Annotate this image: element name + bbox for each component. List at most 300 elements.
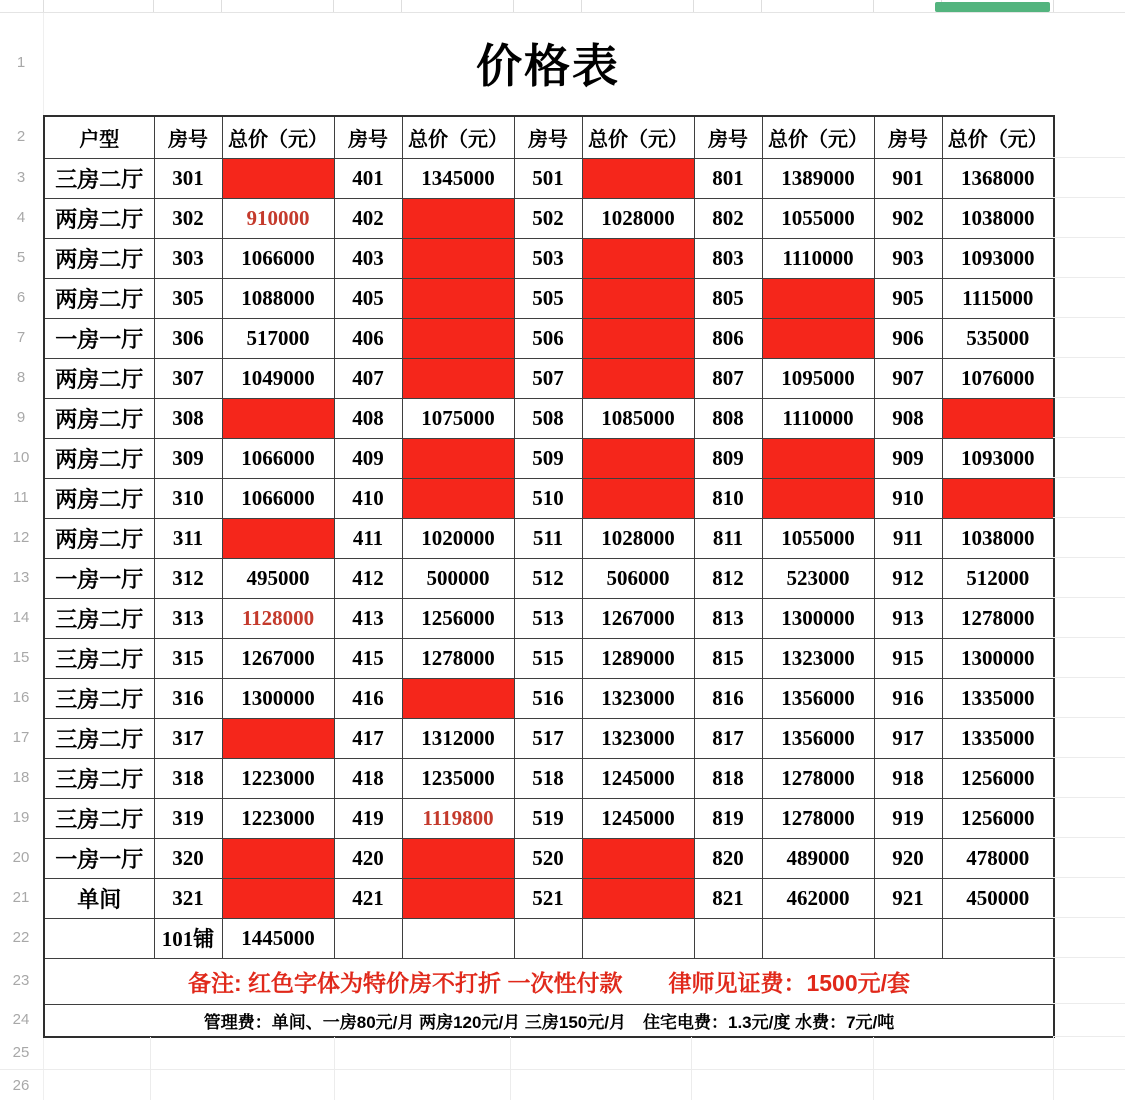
room-number-cell[interactable]: 405 [334,278,402,318]
row-number[interactable]: 8 [16,368,26,386]
room-number-cell[interactable]: 410 [334,478,402,518]
sold-out-cell[interactable] [402,278,514,318]
room-number-cell[interactable]: 402 [334,198,402,238]
room-number-cell[interactable]: 411 [334,518,402,558]
price-cell[interactable]: 1278000 [942,598,1054,638]
unit-type-cell[interactable]: 两房二厅 [44,238,154,278]
price-cell[interactable]: 1267000 [222,638,334,678]
room-number-cell[interactable]: 920 [874,838,942,878]
room-number-cell[interactable]: 819 [694,798,762,838]
row-number[interactable]: 17 [12,728,30,746]
table-row [44,318,1054,358]
row-number[interactable]: 2 [16,127,26,145]
room-number-cell[interactable]: 315 [154,638,222,678]
unit-type-cell[interactable]: 两房二厅 [44,478,154,518]
sold-out-cell[interactable] [222,718,334,758]
sold-out-cell[interactable] [402,478,514,518]
room-number-cell[interactable]: 805 [694,278,762,318]
sold-out-cell[interactable] [222,518,334,558]
room-number-cell[interactable]: 902 [874,198,942,238]
room-number-cell[interactable]: 305 [154,278,222,318]
sold-out-cell[interactable] [222,398,334,438]
room-number-cell[interactable]: 412 [334,558,402,598]
price-cell[interactable]: 1256000 [942,798,1054,838]
special-price-cell[interactable]: 910000 [222,198,334,238]
room-number-cell[interactable]: 503 [514,238,582,278]
price-cell[interactable]: 1055000 [762,518,874,558]
table-row [44,438,1054,478]
room-number-cell[interactable]: 512 [514,558,582,598]
faint-gridline [1053,237,1125,238]
price-cell[interactable]: 1093000 [942,438,1054,478]
faint-gridline [1053,877,1125,878]
price-cell[interactable]: 506000 [582,558,694,598]
table-row [44,718,1054,758]
faint-gridline [1053,397,1125,398]
table-row [44,598,1054,638]
table-row [44,158,1054,198]
unit-type-cell[interactable]: 三房二厅 [44,718,154,758]
price-cell[interactable]: 1038000 [942,518,1054,558]
row-number[interactable]: 9 [16,408,26,426]
empty-cell[interactable] [582,918,694,958]
row-number[interactable]: 10 [12,448,30,466]
room-number-cell[interactable]: 303 [154,238,222,278]
sold-out-cell[interactable] [762,318,874,358]
row-number[interactable]: 25 [12,1044,30,1061]
table-row [44,838,1054,878]
room-number-cell[interactable]: 101铺 [154,918,222,958]
price-cell[interactable]: 1055000 [762,198,874,238]
price-cell[interactable]: 478000 [942,838,1054,878]
unit-type-cell[interactable]: 两房二厅 [44,358,154,398]
room-number-cell[interactable]: 905 [874,278,942,318]
room-number-cell[interactable]: 413 [334,598,402,638]
room-number-cell[interactable]: 817 [694,718,762,758]
room-number-cell[interactable]: 318 [154,758,222,798]
price-cell[interactable]: 1356000 [762,718,874,758]
unit-type-cell[interactable]: 三房二厅 [44,638,154,678]
faint-gridline [1053,797,1125,798]
sold-out-cell[interactable] [222,878,334,918]
faint-gridline [0,1069,1125,1070]
room-number-cell[interactable]: 820 [694,838,762,878]
price-cell[interactable]: 1075000 [402,398,514,438]
special-price-cell[interactable]: 1119800 [402,798,514,838]
empty-cell[interactable] [874,918,942,958]
header-total-price[interactable]: 总价（元） [222,116,334,158]
faint-gridline [334,1037,335,1100]
price-cell[interactable]: 1289000 [582,638,694,678]
special-price-cell[interactable]: 1128000 [222,598,334,638]
top-gridline-tick [1053,0,1054,12]
table-row [44,918,1054,958]
sold-out-cell[interactable] [582,158,694,198]
price-cell[interactable]: 1020000 [402,518,514,558]
unit-type-cell[interactable]: 三房二厅 [44,798,154,838]
row-number[interactable]: 26 [12,1077,30,1094]
sold-out-cell[interactable] [582,438,694,478]
row-number[interactable]: 15 [12,648,30,666]
room-number-cell[interactable]: 509 [514,438,582,478]
sold-out-cell[interactable] [222,838,334,878]
room-number-cell[interactable]: 812 [694,558,762,598]
room-number-cell[interactable]: 910 [874,478,942,518]
room-number-cell[interactable]: 801 [694,158,762,198]
price-cell[interactable]: 535000 [942,318,1054,358]
room-number-cell[interactable]: 821 [694,878,762,918]
price-cell[interactable]: 1323000 [762,638,874,678]
sold-out-cell[interactable] [402,678,514,718]
sold-out-cell[interactable] [402,838,514,878]
room-number-cell[interactable]: 415 [334,638,402,678]
room-number-cell[interactable]: 301 [154,158,222,198]
price-cell[interactable]: 1115000 [942,278,1054,318]
sold-out-cell[interactable] [402,358,514,398]
room-number-cell[interactable]: 906 [874,318,942,358]
room-number-cell[interactable]: 918 [874,758,942,798]
row-number[interactable]: 1 [16,54,26,71]
faint-gridline [873,1037,874,1100]
unit-type-cell[interactable]: 一房一厅 [44,558,154,598]
empty-cell[interactable] [762,918,874,958]
room-number-cell[interactable]: 508 [514,398,582,438]
room-number-cell[interactable]: 501 [514,158,582,198]
faint-gridline [1053,277,1125,278]
price-cell[interactable]: 1095000 [762,358,874,398]
sold-out-cell[interactable] [582,358,694,398]
room-number-cell[interactable]: 320 [154,838,222,878]
sold-out-cell[interactable] [582,478,694,518]
sold-out-cell[interactable] [582,278,694,318]
price-cell[interactable]: 1356000 [762,678,874,718]
header-room-no[interactable]: 房号 [154,116,222,158]
remark-note-cell[interactable]: 备注: 红色字体为特价房不打折 一次性付款 律师见证费：1500元/套 [44,958,1054,1004]
room-number-cell[interactable]: 919 [874,798,942,838]
room-number-cell[interactable]: 911 [874,518,942,558]
price-cell[interactable]: 1267000 [582,598,694,638]
price-cell[interactable]: 517000 [222,318,334,358]
room-number-cell[interactable]: 306 [154,318,222,358]
row-number[interactable]: 12 [12,528,30,546]
price-cell[interactable]: 1389000 [762,158,874,198]
room-number-cell[interactable]: 519 [514,798,582,838]
room-number-cell[interactable]: 310 [154,478,222,518]
row-number[interactable]: 6 [16,288,26,306]
price-cell[interactable]: 512000 [942,558,1054,598]
faint-gridline [1053,917,1125,918]
room-number-cell[interactable]: 515 [514,638,582,678]
header-total-price[interactable]: 总价（元） [582,116,694,158]
room-number-cell[interactable]: 302 [154,198,222,238]
row-number[interactable]: 16 [12,688,30,706]
price-cell[interactable]: 1088000 [222,278,334,318]
room-number-cell[interactable]: 408 [334,398,402,438]
unit-type-cell[interactable]: 三房二厅 [44,678,154,718]
row-number[interactable]: 21 [12,888,30,906]
header-total-price[interactable]: 总价（元） [402,116,514,158]
faint-gridline [150,1037,151,1100]
price-cell[interactable]: 1028000 [582,518,694,558]
row-number[interactable]: 18 [12,768,30,786]
row-number[interactable]: 14 [12,608,30,626]
price-cell[interactable]: 1368000 [942,158,1054,198]
faint-gridline [1053,677,1125,678]
sold-out-cell[interactable] [582,878,694,918]
price-cell[interactable]: 1110000 [762,398,874,438]
unit-type-cell[interactable]: 三房二厅 [44,598,154,638]
price-table [43,115,1055,1038]
room-number-cell[interactable]: 807 [694,358,762,398]
room-number-cell[interactable]: 808 [694,398,762,438]
room-number-cell[interactable]: 908 [874,398,942,438]
room-number-cell[interactable]: 916 [874,678,942,718]
table-row [44,678,1054,718]
sold-out-cell[interactable] [582,838,694,878]
price-cell[interactable]: 1066000 [222,238,334,278]
price-cell[interactable]: 1323000 [582,718,694,758]
row-number[interactable]: 20 [12,848,30,866]
price-cell[interactable]: 1085000 [582,398,694,438]
sold-out-cell[interactable] [762,478,874,518]
row-number[interactable]: 4 [16,208,26,226]
table-row [44,798,1054,838]
sold-out-cell[interactable] [402,318,514,358]
room-number-cell[interactable]: 811 [694,518,762,558]
table-row [44,278,1054,318]
sold-out-cell[interactable] [942,478,1054,518]
header-room-no[interactable]: 房号 [694,116,762,158]
empty-cell[interactable] [402,918,514,958]
empty-cell[interactable] [694,918,762,958]
price-cell[interactable]: 1038000 [942,198,1054,238]
row-number[interactable]: 13 [12,568,30,586]
sold-out-cell[interactable] [582,318,694,358]
sold-out-cell[interactable] [582,238,694,278]
price-cell[interactable]: 1223000 [222,758,334,798]
price-cell[interactable]: 1028000 [582,198,694,238]
price-cell[interactable]: 495000 [222,558,334,598]
unit-type-cell[interactable]: 一房一厅 [44,838,154,878]
unit-type-cell[interactable]: 两房二厅 [44,438,154,478]
header-unit-type[interactable]: 户型 [44,116,154,158]
room-number-cell[interactable]: 516 [514,678,582,718]
sold-out-cell[interactable] [402,238,514,278]
price-cell[interactable]: 1066000 [222,478,334,518]
price-cell[interactable]: 1278000 [762,758,874,798]
header-total-price[interactable]: 总价（元） [762,116,874,158]
faint-gridline [1053,757,1125,758]
room-number-cell[interactable]: 317 [154,718,222,758]
fees-note-cell[interactable]: 管理费：单间、一房80元/月 两房120元/月 三房150元/月 住宅电费：1.3元/度 水费：7元/吨 [44,1004,1054,1037]
price-cell[interactable]: 1076000 [942,358,1054,398]
room-number-cell[interactable]: 311 [154,518,222,558]
room-number-cell[interactable]: 915 [874,638,942,678]
room-number-cell[interactable]: 813 [694,598,762,638]
room-number-cell[interactable]: 506 [514,318,582,358]
price-cell[interactable]: 1300000 [762,598,874,638]
row-number[interactable]: 3 [16,168,26,186]
room-number-cell[interactable]: 520 [514,838,582,878]
room-number-cell[interactable]: 502 [514,198,582,238]
faint-gridline [691,1037,692,1100]
price-cell[interactable]: 1049000 [222,358,334,398]
price-cell[interactable]: 1323000 [582,678,694,718]
price-cell[interactable]: 1235000 [402,758,514,798]
sold-out-cell[interactable] [222,158,334,198]
row-number[interactable]: 5 [16,248,26,266]
faint-gridline [1053,477,1125,478]
price-cell[interactable]: 1278000 [762,798,874,838]
room-number-cell[interactable]: 816 [694,678,762,718]
room-number-cell[interactable]: 513 [514,598,582,638]
price-cell[interactable]: 1256000 [942,758,1054,798]
room-number-cell[interactable]: 507 [514,358,582,398]
room-number-cell[interactable]: 521 [514,878,582,918]
room-number-cell[interactable]: 319 [154,798,222,838]
table-row [44,758,1054,798]
room-number-cell[interactable]: 907 [874,358,942,398]
room-number-cell[interactable]: 421 [334,878,402,918]
price-cell[interactable]: 1110000 [762,238,874,278]
room-number-cell[interactable]: 517 [514,718,582,758]
room-number-cell[interactable]: 418 [334,758,402,798]
room-number-cell[interactable]: 903 [874,238,942,278]
sold-out-cell[interactable] [402,438,514,478]
unit-type-cell[interactable]: 两房二厅 [44,518,154,558]
unit-type-cell[interactable]: 两房二厅 [44,398,154,438]
unit-type-cell[interactable]: 三房二厅 [44,158,154,198]
price-cell[interactable]: 462000 [762,878,874,918]
row-number[interactable]: 19 [12,808,30,826]
row-number[interactable]: 23 [12,971,30,989]
table-row [44,478,1054,518]
price-cell[interactable]: 1335000 [942,718,1054,758]
table-row [44,878,1054,918]
room-number-cell[interactable]: 417 [334,718,402,758]
faint-gridline [1053,197,1125,198]
room-number-cell[interactable]: 901 [874,158,942,198]
unit-type-cell[interactable]: 两房二厅 [44,278,154,318]
room-number-cell[interactable]: 810 [694,478,762,518]
room-number-cell[interactable]: 312 [154,558,222,598]
price-cell[interactable]: 1300000 [942,638,1054,678]
room-number-cell[interactable]: 307 [154,358,222,398]
room-number-cell[interactable]: 802 [694,198,762,238]
room-number-cell[interactable]: 409 [334,438,402,478]
room-number-cell[interactable]: 505 [514,278,582,318]
price-cell[interactable]: 500000 [402,558,514,598]
price-cell[interactable]: 489000 [762,838,874,878]
row-number[interactable]: 24 [12,1011,30,1028]
room-number-cell[interactable]: 806 [694,318,762,358]
room-number-cell[interactable]: 518 [514,758,582,798]
room-number-cell[interactable]: 803 [694,238,762,278]
price-cell[interactable]: 1312000 [402,718,514,758]
room-number-cell[interactable]: 511 [514,518,582,558]
unit-type-cell[interactable]: 三房二厅 [44,758,154,798]
unit-type-cell[interactable]: 单间 [44,878,154,918]
price-cell[interactable]: 1345000 [402,158,514,198]
price-cell[interactable]: 523000 [762,558,874,598]
room-number-cell[interactable]: 316 [154,678,222,718]
sold-out-cell[interactable] [402,198,514,238]
room-number-cell[interactable]: 815 [694,638,762,678]
price-cell[interactable]: 1093000 [942,238,1054,278]
table-row [44,398,1054,438]
price-cell[interactable]: 1245000 [582,798,694,838]
room-number-cell[interactable]: 921 [874,878,942,918]
room-number-cell[interactable]: 818 [694,758,762,798]
empty-cell[interactable] [44,918,154,958]
header-room-no[interactable]: 房号 [334,116,402,158]
header-room-no[interactable]: 房号 [874,116,942,158]
header-total-price[interactable]: 总价（元） [942,116,1054,158]
faint-gridline [1053,637,1125,638]
room-number-cell[interactable]: 909 [874,438,942,478]
unit-type-cell[interactable]: 一房一厅 [44,318,154,358]
faint-gridline [1053,157,1125,158]
sold-out-cell[interactable] [762,278,874,318]
room-number-cell[interactable]: 420 [334,838,402,878]
room-number-cell[interactable]: 419 [334,798,402,838]
row-number[interactable]: 7 [16,328,26,346]
faint-gridline [1053,517,1125,518]
faint-gridline [1053,717,1125,718]
room-number-cell[interactable]: 313 [154,598,222,638]
table-row [44,198,1054,238]
room-number-cell[interactable]: 809 [694,438,762,478]
room-number-cell[interactable]: 403 [334,238,402,278]
faint-gridline [1053,317,1125,318]
price-cell[interactable]: 1223000 [222,798,334,838]
room-number-cell[interactable]: 913 [874,598,942,638]
row-number[interactable]: 22 [12,928,30,946]
room-number-cell[interactable]: 309 [154,438,222,478]
price-cell[interactable]: 1300000 [222,678,334,718]
room-number-cell[interactable]: 510 [514,478,582,518]
table-row [44,358,1054,398]
empty-cell[interactable] [334,918,402,958]
header-room-no[interactable]: 房号 [514,116,582,158]
room-number-cell[interactable]: 308 [154,398,222,438]
price-cell[interactable]: 450000 [942,878,1054,918]
sold-out-cell[interactable] [942,398,1054,438]
room-number-cell[interactable]: 401 [334,158,402,198]
room-number-cell[interactable]: 321 [154,878,222,918]
room-number-cell[interactable]: 416 [334,678,402,718]
room-number-cell[interactable]: 912 [874,558,942,598]
unit-type-cell[interactable]: 两房二厅 [44,198,154,238]
room-number-cell[interactable]: 407 [334,358,402,398]
empty-cell[interactable] [942,918,1054,958]
price-cell[interactable]: 1445000 [222,918,334,958]
price-cell[interactable]: 1278000 [402,638,514,678]
room-number-cell[interactable]: 406 [334,318,402,358]
empty-cell[interactable] [514,918,582,958]
price-cell[interactable]: 1335000 [942,678,1054,718]
table-row [44,638,1054,678]
sold-out-cell[interactable] [762,438,874,478]
price-cell[interactable]: 1245000 [582,758,694,798]
faint-gridline [1053,837,1125,838]
room-number-cell[interactable]: 917 [874,718,942,758]
row-number[interactable]: 11 [13,488,29,506]
sold-out-cell[interactable] [402,878,514,918]
page-title[interactable]: 价格表 [476,39,620,92]
price-cell[interactable]: 1066000 [222,438,334,478]
price-cell[interactable]: 1256000 [402,598,514,638]
